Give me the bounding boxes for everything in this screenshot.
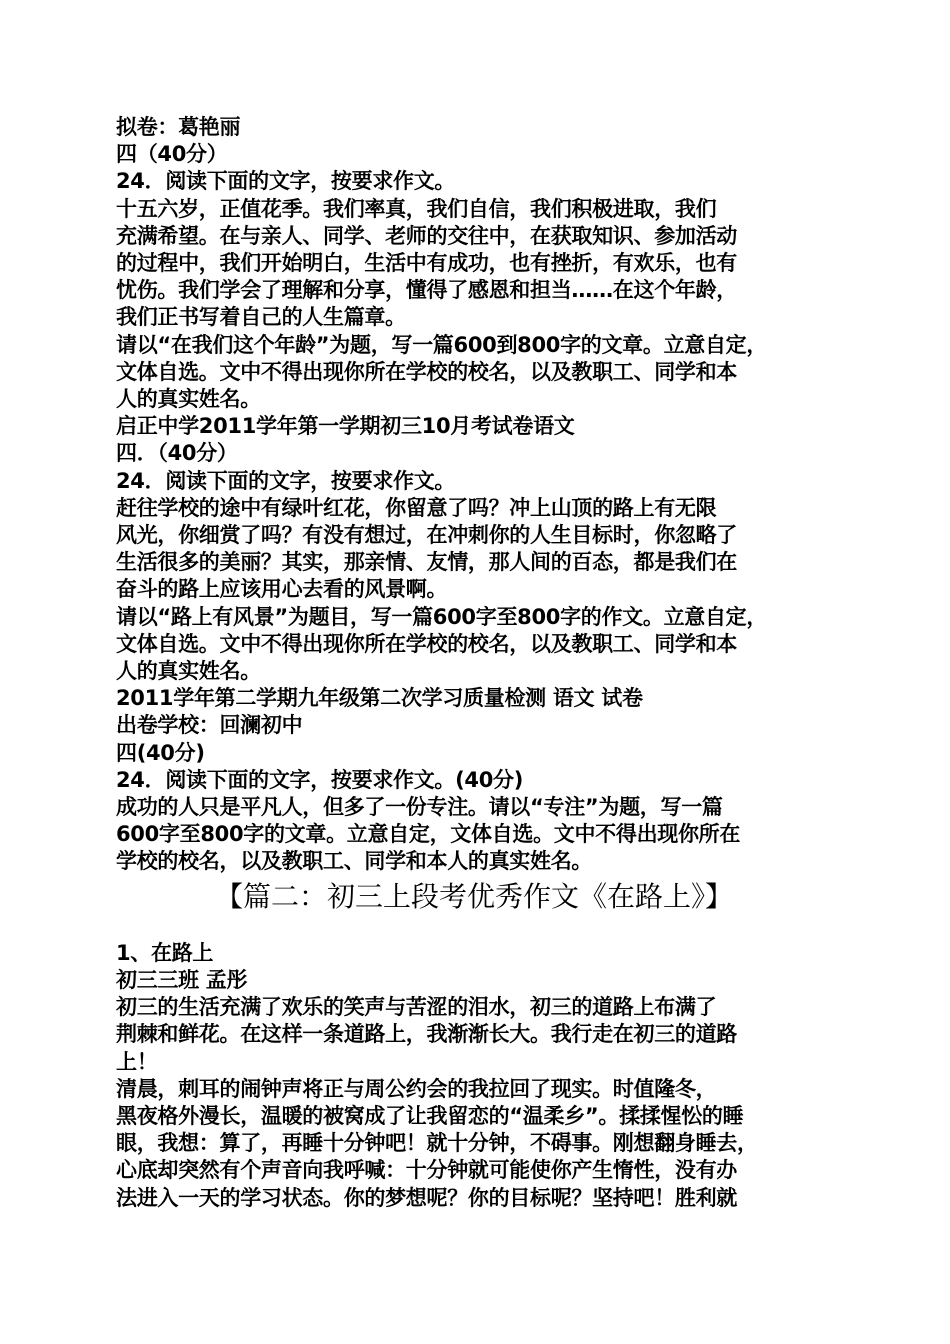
school-line: 出卷学校：回澜初中 — [116, 713, 303, 738]
paragraph-line: 文体自选。文中不得出现你所在学校的校名，以及教职工、同学和本 — [116, 631, 737, 656]
paragraph-line: 人的真实姓名。 — [116, 659, 261, 684]
paragraph-line: 请以“路上有风景”为题目，写一篇600字至800字的作文。立意自定， — [116, 604, 768, 629]
paragraph-line: 眼，我想：算了，再睡十分钟吧！就十分钟，不碍事。刚想翻身睡去， — [116, 1131, 758, 1156]
paragraph-line: 生活很多的美丽？其实，那亲情、友情，那人间的百态，都是我们在 — [116, 550, 737, 575]
paragraph-line: 人的真实姓名。 — [116, 387, 261, 412]
paragraph-line: 初三的生活充满了欢乐的笑声与苦涩的泪水，初三的道路上布满了 — [116, 995, 717, 1020]
paragraph-line: 荆棘和鲜花。在这样一条道路上，我渐渐长大。我行走在初三的道路 — [116, 1022, 737, 1047]
paragraph-line: 上！ — [116, 1049, 158, 1074]
paragraph-line: 忧伤。我们学会了理解和分享，懂得了感恩和担当……在这个年龄， — [116, 278, 737, 303]
paragraph-line: 心底却突然有个声音向我呼喊：十分钟就可能使你产生惰性，没有办 — [116, 1158, 737, 1183]
paragraph-line: 风光，你细赏了吗？有没有想过，在冲刺你的人生目标时，你忽略了 — [116, 523, 737, 548]
section-label: 四．（40分） — [116, 441, 238, 466]
exam-title-line: 启正中学2011学年第一学期初三10月考试卷语文 — [116, 414, 575, 439]
question-line: 24．阅读下面的文字，按要求作文。(40分) — [116, 767, 524, 792]
paragraph-line: 清晨，刺耳的闹钟声将正与周公约会的我拉回了现实。时值隆冬， — [116, 1076, 717, 1101]
paragraph-line: 奋斗的路上应该用心去看的风景啊。 — [116, 577, 448, 602]
paragraph-line: 的过程中，我们开始明白，生活中有成功，也有挫折，有欢乐，也有 — [116, 251, 737, 276]
question-line: 24．阅读下面的文字，按要求作文。 — [116, 468, 456, 493]
paragraph-line: 法进入一天的学习状态。你的梦想呢？你的目标呢？坚持吧！胜利就 — [116, 1185, 737, 1210]
section-label: 四(40分) — [116, 740, 205, 765]
paragraph-line: 我们正书写着自己的人生篇章。 — [116, 305, 406, 330]
document-page — [116, 114, 846, 1212]
section-heading: 【篇二：初三上段考优秀作文《在路上》】 — [214, 879, 733, 913]
essay-title: 1、在路上 — [116, 940, 214, 965]
author-line: 拟卷：葛艳丽 — [116, 115, 241, 139]
paragraph-line: 请以“在我们这个年龄”为题，写一篇600到800字的文章。立意自定， — [116, 332, 768, 357]
paragraph-line: 十五六岁，正值花季。我们率真，我们自信，我们积极进取，我们 — [116, 196, 717, 221]
paragraph-line: 成功的人只是平凡人，但多了一份专注。请以“专注”为题，写一篇 — [116, 795, 723, 820]
exam-title-line: 2011学年第二学期九年级第二次学习质量检测 语文 试卷 — [116, 686, 643, 711]
essay-author: 初三三班 孟彤 — [116, 967, 248, 992]
paragraph-line: 文体自选。文中不得出现你所在学校的校名，以及教职工、同学和本 — [116, 359, 737, 384]
question-line: 24．阅读下面的文字，按要求作文。 — [116, 169, 456, 194]
paragraph-line: 学校的校名，以及教职工、同学和本人的真实姓名。 — [116, 849, 593, 874]
paragraph-line: 600字至800字的文章。立意自定，文体自选。文中不得出现你所在 — [116, 822, 741, 847]
paragraph-line: 赶往学校的途中有绿叶红花，你留意了吗？冲上山顶的路上有无限 — [116, 495, 717, 520]
section-label: 四（40分） — [116, 142, 228, 167]
paragraph-line: 黑夜格外漫长，温暖的被窝成了让我留恋的“温柔乡”。揉揉惺忪的睡 — [116, 1103, 744, 1128]
paragraph-line: 充满希望。在与亲人、同学、老师的交往中，在获取知识、参加活动 — [116, 223, 737, 248]
